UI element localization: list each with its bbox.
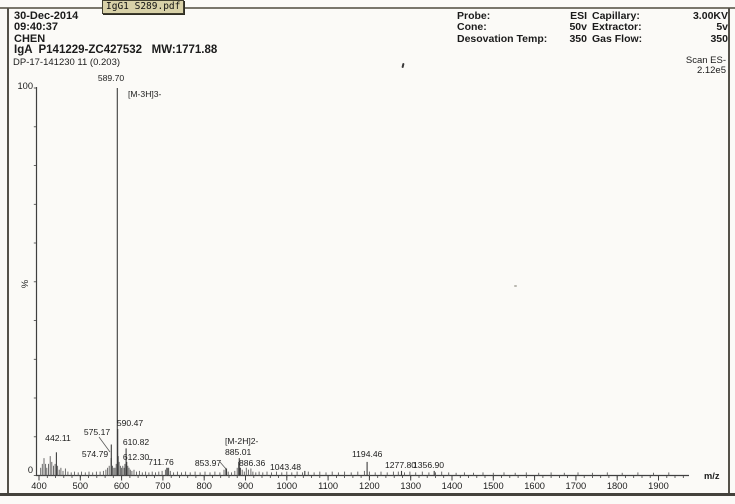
acquisition-time: 09:40:37: [14, 21, 59, 33]
peak-label: 1356.90: [413, 460, 445, 470]
annotations: [128, 89, 259, 446]
file-tab-label: IgG1 S289.pdf: [106, 1, 181, 12]
param-label: Capillary:: [592, 10, 640, 22]
peak-label: 574.79: [81, 449, 109, 459]
peak-label: 575.17: [83, 427, 111, 437]
scan-artifact: [514, 285, 517, 287]
scan-mode-label: Scan ES-: [685, 55, 726, 66]
svg-text:1300: 1300: [400, 481, 422, 491]
peak-label: 590.47: [116, 418, 144, 428]
peak-label: 853.97: [194, 458, 222, 468]
scan-intensity-value: 2.12e5: [696, 65, 726, 76]
param-value: ESI: [570, 10, 587, 22]
svg-text:100: 100: [17, 81, 33, 91]
param-value: 50v: [569, 21, 587, 33]
svg-text:1400: 1400: [441, 481, 463, 491]
peak-label: 610.82: [122, 437, 150, 447]
charge-state-annotation: [M-3H]3-: [128, 89, 162, 99]
svg-text:1500: 1500: [482, 481, 504, 491]
peak-label: 589.70: [97, 73, 125, 83]
svg-text:1200: 1200: [359, 481, 380, 491]
svg-text:0: 0: [27, 465, 33, 475]
param-label: Desovation Temp:: [457, 33, 548, 45]
param-label: Extractor:: [592, 21, 642, 33]
acquisition-file-line: DP-17-141230 11 (0.203): [13, 57, 121, 68]
svg-text:400: 400: [31, 481, 47, 491]
operator-name: CHEN: [14, 33, 46, 45]
param-label: Cone:: [457, 21, 487, 33]
x-axis-title: m/z: [704, 471, 720, 481]
peak-label: 612.30: [122, 452, 150, 462]
svg-text:1800: 1800: [606, 481, 628, 491]
param-label: Probe:: [457, 10, 491, 22]
acquisition-date: 30-Dec-2014: [14, 10, 79, 22]
peak-label: 885.01: [225, 447, 252, 457]
y-axis-labels: [17, 81, 33, 475]
charge-state-annotation: [M-2H]2-: [225, 436, 259, 446]
y-axis-title: %: [20, 279, 30, 289]
svg-text:500: 500: [72, 481, 89, 491]
peak-label: 886.36: [239, 458, 266, 468]
svg-text:1700: 1700: [565, 481, 587, 491]
param-value: 350: [569, 33, 587, 45]
param-label: Gas Flow:: [592, 33, 643, 45]
peaks: [56, 88, 434, 476]
svg-text:1600: 1600: [524, 481, 545, 491]
peak-label: 442.11: [45, 433, 71, 443]
svg-text:800: 800: [196, 481, 212, 491]
param-value: 3.00KV: [692, 10, 728, 22]
param-value: 350: [710, 33, 728, 45]
peak-label: 711.76: [148, 457, 174, 467]
svg-text:900: 900: [237, 481, 254, 491]
peak-label: 1043.48: [270, 462, 302, 472]
peak-label: 1194.46: [352, 449, 383, 459]
param-value: 5v: [716, 21, 728, 33]
peak-label: 1277.80: [385, 460, 417, 470]
svg-text:700: 700: [155, 481, 171, 491]
svg-text:600: 600: [113, 481, 130, 491]
svg-text:1900: 1900: [648, 481, 669, 491]
sample-description: IgA P141229-ZC427532 MW:1771.88: [14, 44, 218, 56]
svg-text:1000: 1000: [276, 481, 298, 491]
svg-text:1100: 1100: [318, 481, 339, 491]
peak-labels: [45, 73, 444, 472]
